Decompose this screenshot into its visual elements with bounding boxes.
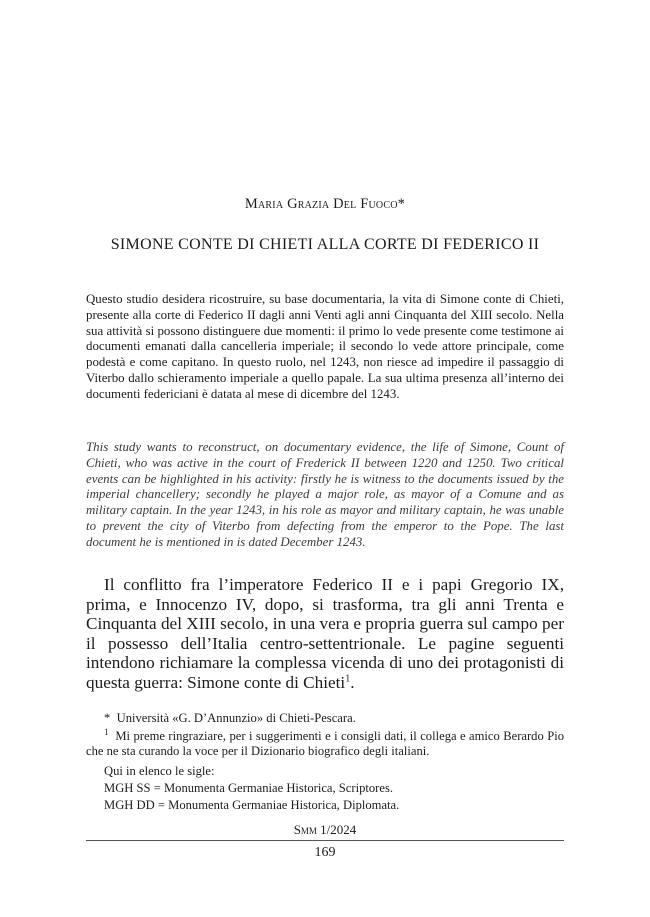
page-number: 169 (314, 845, 336, 860)
footer-divider (86, 840, 564, 841)
footnote-affiliation (86, 711, 564, 726)
sigle-item: MGH DD = Monumenta Germaniae Historica, Diplomata. (104, 798, 400, 812)
journal-reference: Smm 1/2024 (293, 822, 357, 837)
footnote-1-text: Mi preme ringraziare, per i suggerimenti e i consigli dati, il collega e amico Berardo Pio che ne sta curando la voce per il Dizionario biografico degli italiani. (86, 729, 565, 759)
abstract-italian: Questo studio desidera ricostruire, su base documentaria, la vita di Simone conte di Chieti, presente alla corte di Federico II dagli anni Venti agli anni Cinquanta del XIII secolo. Nella sua attività si possono distinguere due momenti: il primo lo vede presente come testimone ai documenti emanati dalla cancelleria imperiale; il secondo lo vede attore principale, come podestà e come capitano. In questo ruolo, nel 1243, non riesce ad impedire il passaggio di Viterbo dallo schieramento imperiale a quello papale. La sua ultima presenza all’interno dei documenti federiciani è datata al mese di dicembre del 1243. (86, 292, 564, 401)
body-paragraph (86, 575, 564, 693)
body-paragraph-end: . (350, 672, 355, 692)
sigle-intro: Qui in elenco le sigle: (104, 764, 215, 778)
footnote-affiliation-mark: * (104, 711, 111, 725)
footnote-1-mark: 1 (104, 726, 109, 737)
footnote-reference: 1 (345, 673, 351, 685)
body-paragraph-text: Il conflitto fra l’imperatore Federico II e i papi Gregorio IX, prima, e Innocenzo IV, dopo, si trasforma, tra gli anni Trenta e Cinquanta del XIII secolo, in una vera e propria guerra sul campo per il possesso dell’Italia centro-settentrionale. Le pagine seguenti intendono richiamare la complessa vicenda di uno dei protagonisti di questa guerra: Simone conte di Chieti (86, 575, 564, 692)
sigle-item: MGH SS = Monumenta Germaniae Historica, Scriptores. (104, 781, 394, 795)
footnote-1 (86, 726, 565, 760)
footnote-affiliation-text: Università «G. D’Annunzio» di Chieti-Pescara. (116, 711, 356, 725)
author-name: Maria Grazia Del Fuoco* (244, 196, 406, 212)
abstract-english: This study wants to reconstruct, on documentary evidence, the life of Simone, Count of Chieti, who was active in the court of Frederick II between 1220 and 1250. Two critical events can be highlighted in his activity: firstly he is witness to the documents issued by the imperial chancellery; secondly he played a major role, as mayor of a Comune and as military captain. In the year 1243, in his role as mayor and military captain, he was unable to prevent the city of Viterbo from defecting from the emperor to the Pope. The last document he is mentioned in is dated December 1243. (86, 440, 564, 549)
article-title: SIMONE CONTE DI CHIETI ALLA CORTE DI FEDERICO II (110, 236, 540, 253)
